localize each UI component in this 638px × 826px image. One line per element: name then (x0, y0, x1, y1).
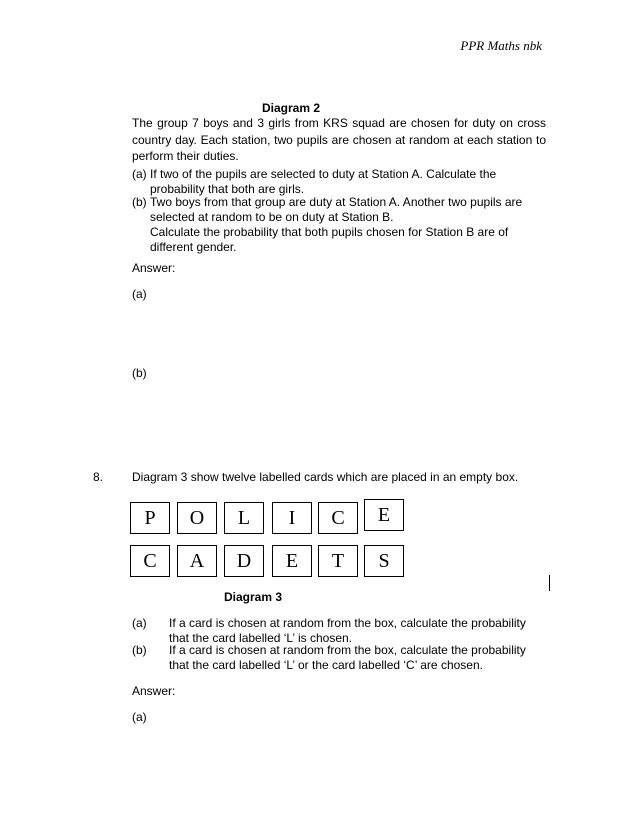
q7-part-a (132, 167, 546, 197)
q8-part-a (132, 616, 546, 646)
page-header: PPR Maths nbk (460, 38, 542, 53)
q8-number: 8. (93, 470, 104, 484)
q7-part-a-label: (a) (132, 167, 147, 181)
q8-part-b-label: (b) (132, 643, 147, 657)
card-letter: E (377, 503, 391, 526)
diagram-2-title: Diagram 2 (262, 101, 321, 115)
card-e (272, 545, 312, 577)
q8-part-a-text: If a card is chosen at random from the box, calculate the probability that the card labelled ‘L’ is chosen. (169, 616, 526, 645)
card-letter: C (143, 549, 157, 572)
q8-part-b (132, 643, 546, 673)
q7-part-b-label: (b) (132, 195, 147, 209)
q8-answer-a: (a) (132, 710, 147, 724)
text-cursor (549, 575, 550, 591)
card-c (130, 545, 170, 577)
card-t (318, 545, 358, 577)
card-c (318, 502, 358, 534)
diagram-3-title: Diagram 3 (224, 590, 283, 604)
card-letter: L (237, 506, 251, 529)
q7-part-b-text-2: Calculate the probability that both pupils chosen for Station B are of different gender. (150, 225, 509, 254)
q8-intro: Diagram 3 show twelve labelled cards which are placed in an empty box. (132, 470, 519, 484)
card-letter: I (288, 506, 296, 529)
card-i (272, 502, 312, 534)
card-d (224, 545, 264, 577)
card-s (364, 545, 404, 577)
q8-part-b-text: If a card is chosen at random from the box, calculate the probability that the card labelled ‘L’ or the card labelled ‘C’ are chosen. (169, 643, 526, 672)
q8-answer-label: Answer: (132, 684, 176, 698)
q7-part-b (132, 195, 546, 255)
q8-part-a-label: (a) (132, 616, 147, 630)
q7-answer-label: Answer: (132, 261, 176, 275)
card-letter: C (331, 506, 345, 529)
q7-part-a-text: If two of the pupils are selected to duty at Station A. Calculate the probability that both are girls. (150, 167, 497, 196)
card-letter: D (236, 549, 252, 572)
q7-intro: The group 7 boys and 3 girls from KRS squad are chosen for duty on cross country day. Each station, two pupils are chosen at random at each station to perform their duties. (132, 116, 546, 163)
card-letter: O (189, 506, 205, 529)
card-letter: A (189, 549, 205, 572)
card-l (224, 502, 264, 534)
card-letter: T (331, 549, 345, 572)
q7-part-b-text-1: Two boys from that group are duty at Station A. Another two pupils are selected at random to be on duty at Station B. (150, 195, 523, 224)
card-o (177, 502, 217, 534)
card-a (177, 545, 217, 577)
card-letter: P (144, 506, 156, 529)
card-e (364, 499, 404, 531)
q7-answer-a: (a) (132, 287, 147, 301)
card-letter: E (285, 549, 299, 572)
card-p (130, 502, 170, 534)
q7-answer-b: (b) (132, 366, 147, 380)
card-letter: S (378, 549, 390, 572)
